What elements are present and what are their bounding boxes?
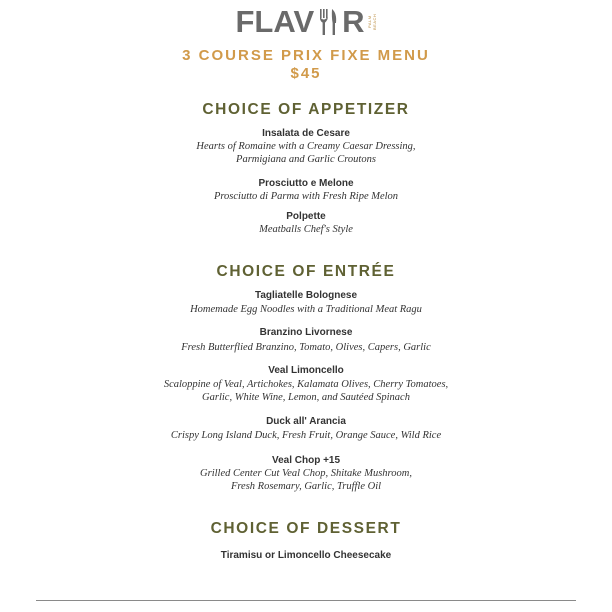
dessert-heading: CHOICE OF DESSERT xyxy=(210,520,402,537)
dish-name: Tiramisu or Limoncello Cheesecake xyxy=(220,550,392,561)
dish-description: Hearts of Romaine with a Creamy Caesar Dressing, xyxy=(196,141,416,152)
fork-knife-icon xyxy=(315,7,341,37)
logo-text-left: FLAV xyxy=(235,4,315,39)
dish-description: Homemade Egg Noodles with a Traditional Meat Ragu xyxy=(190,304,422,315)
dish-name: Insalata de Cesare xyxy=(262,128,350,139)
dish-name: Veal Chop +15 xyxy=(271,455,341,466)
dish-description: Fresh Butterflied Branzino, Tomato, Olives, Capers, Garlic xyxy=(181,342,431,353)
dish-name: Polpette xyxy=(286,211,326,222)
dish-description: Crispy Long Island Duck, Fresh Fruit, Orange Sauce, Wild Rice xyxy=(170,430,442,441)
dish-name: Veal Limoncello xyxy=(268,365,344,376)
dish-description: Grilled Center Cut Veal Chop, Shitake Mushroom, xyxy=(200,468,412,479)
logo-text-right: R xyxy=(342,4,365,39)
menu-price: $45 xyxy=(290,65,322,82)
dish-name: Duck all' Arancia xyxy=(266,416,346,427)
appetizer-heading: CHOICE OF APPETIZER xyxy=(202,101,410,118)
dish-description: Fresh Rosemary, Garlic, Truffle Oil xyxy=(230,481,382,492)
dish-name: Tagliatelle Bolognese xyxy=(254,290,358,301)
dish-description: Garlic, White Wine, Lemon, and Sautéed Spinach xyxy=(202,392,410,403)
logo xyxy=(0,4,612,40)
logo-tagline: PALM BEACH xyxy=(366,13,377,31)
dish-description: Parmigiana and Garlic Croutons xyxy=(236,154,376,165)
dish-description: Scaloppine of Veal, Artichokes, Kalamata Olives, Cherry Tomatoes, xyxy=(163,379,449,390)
entree-heading: CHOICE OF ENTRÉE xyxy=(216,263,396,280)
dish-name: Branzino Livornese xyxy=(259,327,353,338)
dish-description: Prosciutto di Parma with Fresh Ripe Melon xyxy=(213,191,399,202)
dish-name: Prosciutto e Melone xyxy=(258,178,354,189)
divider xyxy=(36,600,576,601)
dish-description: Meatballs Chef's Style xyxy=(259,224,353,235)
menu-title: 3 COURSE PRIX FIXE MENU xyxy=(182,47,430,64)
